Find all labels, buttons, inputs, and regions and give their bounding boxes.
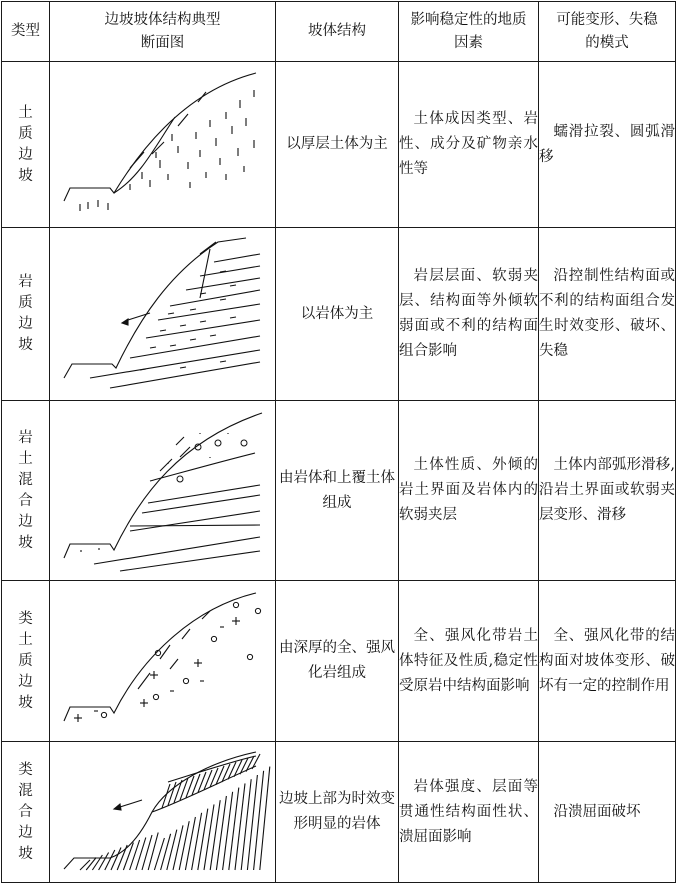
structure-cell: 以厚层土体为主 [276, 62, 399, 228]
soil-hatch [80, 90, 254, 211]
header-section: 边坡坡体结构典型断面图 [50, 2, 276, 62]
weathered-markers [74, 602, 261, 722]
modes-cell: 沿溃屈面破坏 [539, 742, 676, 883]
type-cell: 岩 土 混 合 边 坡 [2, 401, 50, 581]
table-row [2, 62, 676, 228]
structure-cell: 边坡上部为时效变形明显的岩体 [276, 742, 399, 883]
type-cell: 土 质 边 坡 [2, 62, 50, 228]
section-diagram-cell [50, 401, 276, 581]
rock-slope-section-diagram [50, 228, 276, 400]
dash-marks [140, 271, 236, 370]
header-structure: 坡体结构 [276, 2, 399, 62]
table-row [2, 581, 676, 742]
structure-cell: 以岩体为主 [276, 228, 399, 401]
header-factors: 影响稳定性的地质因素 [399, 2, 539, 62]
table-row [2, 401, 676, 581]
structure-cell: 由深厚的全、强风化岩组成 [276, 581, 399, 742]
table-row [2, 742, 676, 883]
table-row [2, 228, 676, 401]
factors-cell: 土体性质、外倾的岩土界面及岩体内的软弱夹层 [399, 401, 539, 581]
type-cell: 岩 质 边 坡 [2, 228, 50, 401]
factors-cell: 全、强风化带岩土体特征及性质,稳定性受原岩中结构面影响 [399, 581, 539, 742]
factors-cell: 岩体强度、层面等贯通性结构面性状、溃屈面影响 [399, 742, 539, 883]
type-cell: 类 土 质 边 坡 [2, 581, 50, 742]
modes-cell: 蠕滑拉裂、圆弧滑移 [539, 62, 676, 228]
soil-markers [168, 433, 247, 482]
modes-cell: 土体内部弧形滑移,沿岩土界面或软弱夹层变形、滑移 [539, 401, 676, 581]
structure-cell: 由岩体和上覆土体组成 [276, 401, 399, 581]
hatch-lines [80, 754, 270, 870]
soil-slope-section-diagram [50, 62, 276, 227]
type-cell: 类 混 合 边 坡 [2, 742, 50, 883]
section-diagram-cell [50, 581, 276, 742]
slope-classification-table [1, 1, 676, 883]
header-type: 类型 [2, 2, 50, 62]
header-modes: 可能变形、失稳的模式 [539, 2, 676, 62]
section-diagram-cell [50, 62, 276, 228]
factors-cell: 土体成因类型、岩性、成分及矿物亲水性等 [399, 62, 539, 228]
section-diagram-cell [50, 742, 276, 883]
soil-like-slope-section-diagram [50, 581, 276, 741]
modes-cell: 全、强风化带的结构面对坡体变形、破坏有一定的控制作用 [539, 581, 676, 742]
rock-soil-mixed-slope-section-diagram [50, 401, 276, 580]
section-diagram-cell [50, 228, 276, 401]
modes-cell: 沿控制性结构面或不利的结构面组合发生时效变形、破坏、失稳 [539, 228, 676, 401]
header-row [2, 2, 676, 62]
mixed-like-slope-section-diagram [50, 742, 276, 882]
factors-cell: 岩层层面、软弱夹层、结构面等外倾软弱面或不利的结构面组合影响 [399, 228, 539, 401]
